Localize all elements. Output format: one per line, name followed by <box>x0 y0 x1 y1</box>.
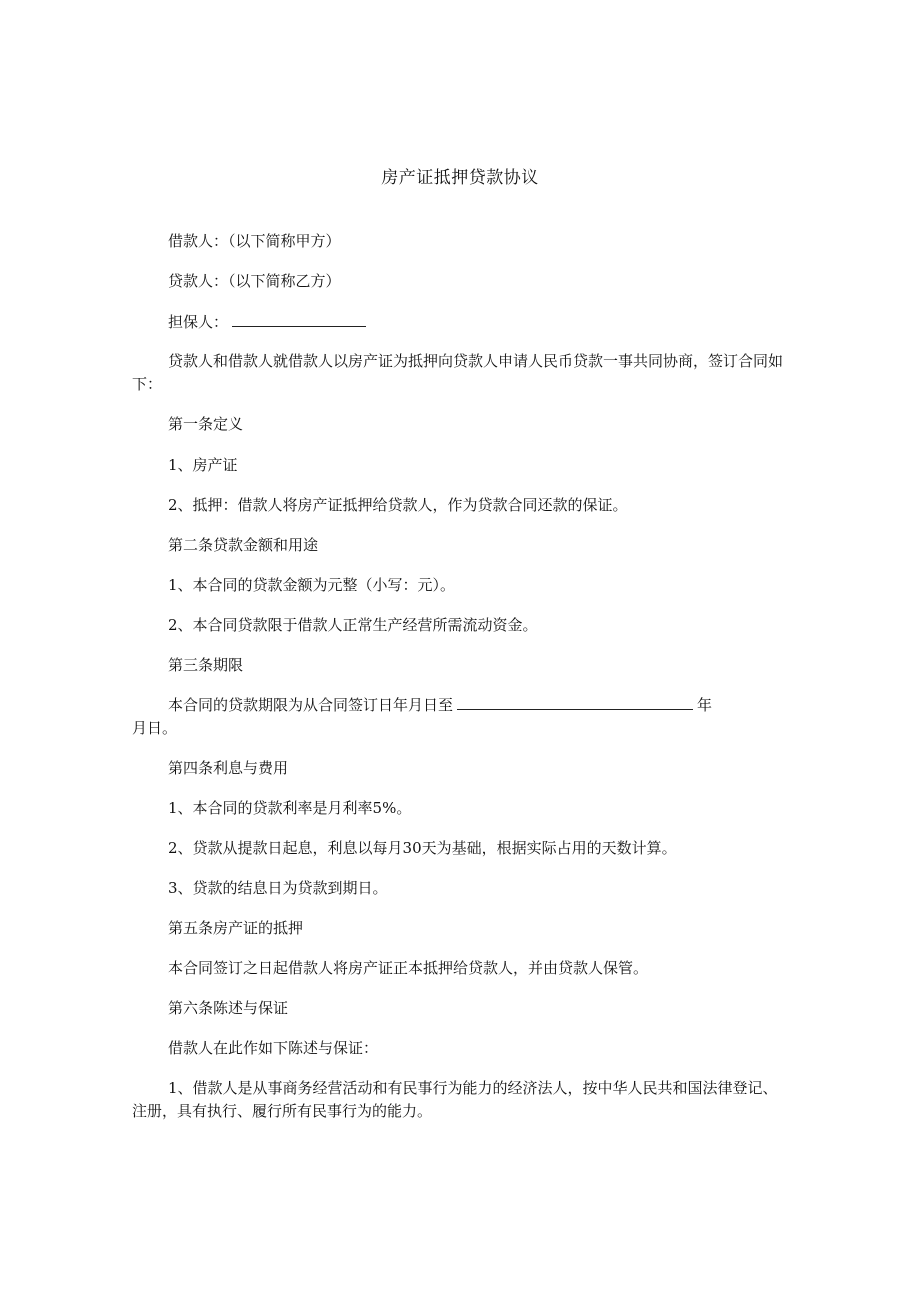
intro-paragraph: 贷款人和借款人就借款人以房产证为抵押向贷款人申请人民币贷款一事共同协商，签订合同如下： <box>132 352 784 393</box>
lender-line: 贷款人：（以下简称乙方） <box>168 272 341 290</box>
article-3-year-char: 年 <box>697 696 713 714</box>
article-3-text-a: 本合同的贷款期限为从合同签订日年月日至 <box>168 696 454 714</box>
article-4-item-1: 1、本合同的贷款利率是月利率5%。 <box>168 799 412 817</box>
article-4-item-2: 2、贷款从提款日起息，利息以每月30天为基础，根据实际占用的天数计算。 <box>168 839 677 857</box>
guarantor-label: 担保人： <box>168 313 229 331</box>
article-1-title: 第一条定义 <box>168 415 244 433</box>
document-title: 房产证抵押贷款协议 <box>381 168 539 188</box>
borrower-line: 借款人：（以下简称甲方） <box>168 232 341 250</box>
article-6-intro: 借款人在此作如下陈述与保证： <box>168 1039 379 1057</box>
term-blank <box>457 695 693 710</box>
guarantor-line <box>168 311 366 333</box>
article-6-title: 第六条陈述与保证 <box>168 999 289 1017</box>
guarantor-blank <box>232 312 366 327</box>
article-2-title: 第二条贷款金额和用途 <box>168 536 319 554</box>
article-1-item-1: 1、房产证 <box>168 456 238 474</box>
article-5-text: 本合同签订之日起借款人将房产证正本抵押给贷款人，并由贷款人保管。 <box>168 959 649 977</box>
article-3-title: 第三条期限 <box>168 656 244 674</box>
article-2-item-1: 1、本合同的贷款金额为元整（小写：元）。 <box>168 576 456 594</box>
article-1-item-2: 2、抵押：借款人将房产证抵押给贷款人，作为贷款合同还款的保证。 <box>168 496 628 514</box>
article-3-text-line-2: 月日。 <box>132 719 178 737</box>
article-5-title: 第五条房产证的抵押 <box>168 919 304 937</box>
article-4-item-3: 3、贷款的结息日为贷款到期日。 <box>168 879 388 897</box>
article-3-text-line-1 <box>168 694 712 716</box>
article-4-title: 第四条利息与费用 <box>168 759 289 777</box>
article-2-item-2: 2、本合同贷款限于借款人正常生产经营所需流动资金。 <box>168 616 538 634</box>
article-6-item-1: 1、借款人是从事商务经营活动和有民事行为能力的经济法人，按中华人民共和国法律登记、注册，具有执行、履行所有民事行为的能力。 <box>132 1079 778 1120</box>
